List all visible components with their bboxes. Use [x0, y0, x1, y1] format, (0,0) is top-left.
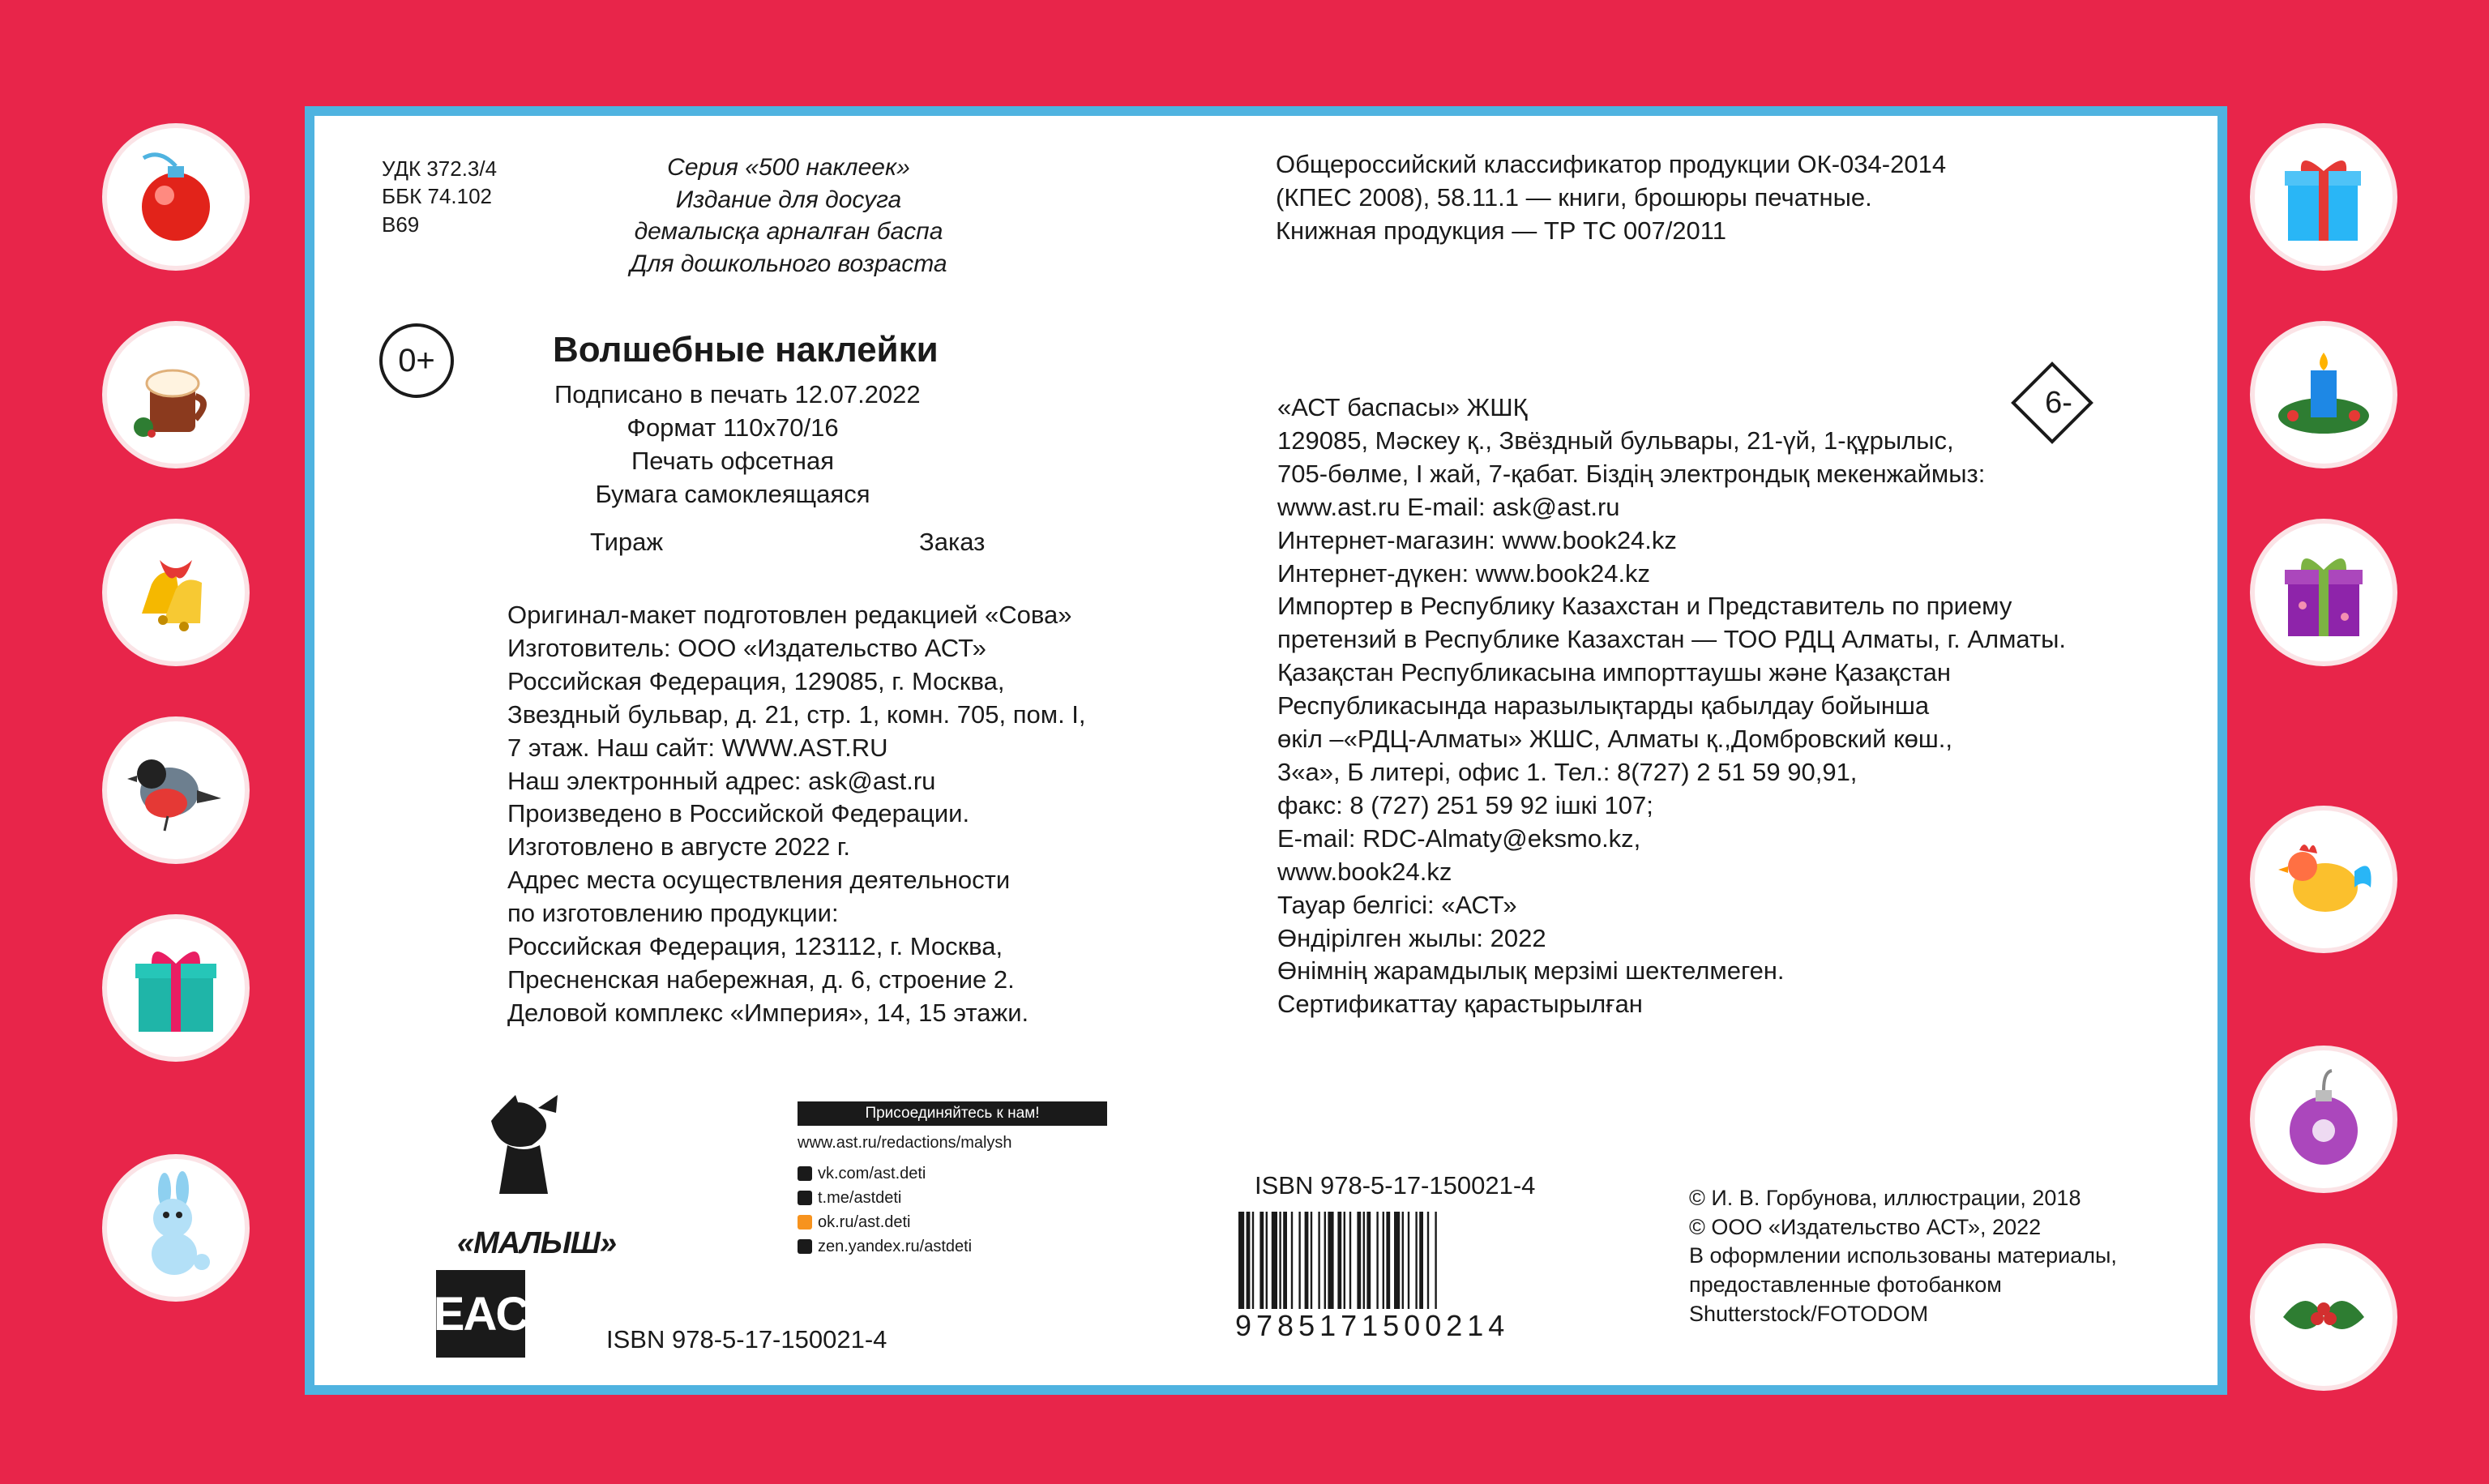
publisher-info	[507, 599, 1086, 1030]
barcode-bar	[1283, 1212, 1287, 1309]
kz-line: 705-бөлме, I жай, 7-қабат. Біздің электрондық мекенжаймыз:	[1277, 459, 1986, 488]
rooster-icon	[2267, 823, 2380, 936]
kz-line: www.ast.ru E-mail: ask@ast.ru	[1277, 492, 1620, 521]
imprint-panel	[305, 106, 2227, 1395]
kz-line: Тауар белгісі: «АСТ»	[1277, 890, 1517, 919]
classifier-line: (КПЕС 2008), 58.11.1 — книги, брошюры печатные.	[1276, 182, 1872, 212]
publisher-line: Деловой комплекс «Империя», 14, 15 этажи.	[507, 998, 1029, 1027]
copyright-line: © ООО «Издательство АСТ», 2022	[1689, 1214, 2042, 1239]
kz-line: 129085, Мәскеу қ., Звёздный бульвары, 21-үй, 1-құрылыс,	[1277, 426, 1954, 455]
barcode-bar	[1298, 1212, 1300, 1309]
isbn-text: ISBN 978-5-17-150021-4	[606, 1325, 887, 1354]
sticker-gift-purple	[2255, 524, 2393, 661]
social-links	[798, 1161, 972, 1259]
kz-line: Қазақстан Республикасына импорттаушы және Қазақстан	[1277, 658, 1952, 687]
print-info-block	[554, 378, 921, 511]
copyright-block	[1689, 1184, 2117, 1328]
sticker-holly-wreath	[2255, 1248, 2393, 1386]
bbk-code: ББК 74.102	[382, 184, 493, 209]
kz-age-rating: 6-	[2045, 386, 2072, 420]
ok-icon	[798, 1215, 812, 1230]
barcode-bar	[1238, 1212, 1244, 1309]
print-run-label: Тираж	[590, 528, 664, 556]
copyright-line: © И. В. Горбунова, иллюстрации, 2018	[1689, 1186, 2081, 1210]
sticker-rooster	[2255, 810, 2393, 948]
sticker-candle-wreath	[2255, 326, 2393, 464]
barcode-bar	[1419, 1212, 1423, 1309]
bunny-icon	[119, 1171, 233, 1285]
join-us-banner: Присоединяйтесь к нам!	[798, 1101, 1107, 1126]
barcode-bar	[1427, 1212, 1429, 1309]
publisher-line: Изготовлено в августе 2022 г.	[507, 832, 850, 862]
gift-box-purple-icon	[2267, 536, 2380, 649]
barcode-bar	[1266, 1212, 1268, 1309]
publisher-line: Российская Федерация, 123112, г. Москва,	[507, 932, 1003, 961]
barcode-bar	[1394, 1212, 1400, 1309]
kz-line: Интернет-дүкен: www.book24.kz	[1277, 558, 1651, 588]
sticker-cocoa-mug	[107, 326, 245, 464]
ornament-ball-icon	[119, 140, 233, 254]
social-link-label: t.me/astdeti	[818, 1189, 902, 1207]
barcode-bar	[1259, 1212, 1264, 1309]
social-zen[interactable]	[798, 1234, 972, 1259]
kz-line: Республикасында наразылықтарды қабылдау бойынша	[1277, 691, 1930, 721]
kz-info-block	[1277, 391, 2066, 1021]
classifier-line: Общероссийский классификатор продукции ОК-034-2014	[1276, 150, 1947, 178]
series-leisure-kz: демалысқа арналған баспа	[634, 218, 943, 246]
sticker-bells	[107, 524, 245, 661]
kz-line: E-mail: RDC-Almaty@eksmo.kz,	[1277, 823, 1641, 853]
bells-bow-icon	[119, 536, 233, 649]
author-mark: В69	[382, 212, 420, 237]
social-ok[interactable]	[798, 1210, 972, 1234]
gift-box-blue-icon	[2267, 140, 2380, 254]
gift-box-teal-icon	[119, 931, 233, 1045]
sticker-gift-teal	[107, 919, 245, 1057]
format: Формат 110x70/16	[627, 413, 839, 442]
publisher-line: Пресненская набережная, д. 6, строение 2.	[507, 964, 1015, 994]
sticker-bunny	[107, 1159, 245, 1297]
age-rating-badge: 0+	[379, 323, 454, 398]
zen-icon	[798, 1239, 812, 1254]
series-name: Серия «500 наклеек»	[667, 154, 910, 181]
social-link-label: zen.yandex.ru/astdeti	[818, 1238, 973, 1255]
book-title: Волшебные наклейки	[553, 330, 939, 370]
eac-mark: EAC	[436, 1270, 525, 1358]
candle-wreath-icon	[2267, 338, 2380, 451]
barcode-bar	[1408, 1212, 1409, 1309]
malysh-logo: «МАЛЫШ»	[457, 1226, 617, 1260]
kz-line: Интернет-магазин: www.book24.kz	[1277, 525, 1677, 554]
kz-line: Сертификаттау қарастырылған	[1277, 990, 1643, 1019]
social-link-label: ok.ru/ast.deti	[818, 1213, 911, 1231]
telegram-icon	[798, 1191, 812, 1205]
classifier-block	[1276, 148, 1946, 248]
barcode-bar	[1366, 1212, 1371, 1309]
publisher-line: 7 этаж. Наш сайт: WWW.AST.RU	[507, 733, 888, 762]
kz-line: «АСТ баспасы» ЖШҚ	[1277, 393, 1528, 421]
barcode-bar	[1349, 1212, 1351, 1309]
barcode-bar	[1272, 1212, 1277, 1309]
classifier-line: Книжная продукция — ТР ТС 007/2011	[1276, 216, 1726, 245]
barcode-bar	[1311, 1212, 1312, 1309]
social-telegram[interactable]	[798, 1186, 972, 1210]
paper-type: Бумага самоклеящаяся	[595, 479, 870, 508]
barcode-bar	[1386, 1212, 1390, 1309]
barcode-bar	[1337, 1212, 1341, 1309]
barcode-digits: 9785171500214	[1235, 1309, 1510, 1342]
barcode-bar	[1383, 1212, 1384, 1309]
ornament-purple-icon	[2267, 1063, 2380, 1176]
publisher-line: по изготовлению продукции:	[507, 899, 839, 928]
kz-line: факс: 8 (727) 251 59 92 ішкі 107;	[1277, 790, 1653, 819]
publisher-line: Произведено в Российской Федерации.	[507, 799, 970, 828]
barcode-bar	[1415, 1212, 1417, 1309]
barcode-bar	[1344, 1212, 1345, 1309]
bullfinch-bird-icon	[119, 733, 233, 847]
barcode-bar	[1357, 1212, 1361, 1309]
barcode-bar	[1318, 1212, 1319, 1309]
barcode-bar	[1363, 1212, 1365, 1309]
copyright-line: В оформлении использованы материалы,	[1689, 1243, 2117, 1268]
barcode-bar	[1279, 1212, 1281, 1309]
publisher-line: Изготовитель: ООО «Издательство АСТ»	[507, 633, 986, 662]
kz-line: Импортер в Республику Казахстан и Представитель по приему	[1277, 592, 2012, 621]
print-type: Печать офсетная	[631, 446, 834, 475]
barcode-bar	[1435, 1212, 1436, 1309]
barcode-bar	[1252, 1212, 1254, 1309]
vk-icon	[798, 1166, 812, 1181]
kz-line: Өндірілген жылы: 2022	[1277, 923, 1546, 952]
kz-line: Өнімнің жарамдылық мерзімі шектелмеген.	[1277, 956, 1785, 986]
publisher-line: Наш электронный адрес: ask@ast.ru	[507, 766, 936, 795]
barcode-bar	[1376, 1212, 1378, 1309]
kz-line: www.book24.kz	[1277, 857, 1452, 886]
series-leisure: Издание для досуга	[675, 186, 902, 213]
barcode-bar	[1324, 1212, 1326, 1309]
sticker-ornament-purple	[2255, 1050, 2393, 1188]
social-vk[interactable]	[798, 1161, 972, 1186]
publisher-line: Адрес места осуществления деятельности	[507, 866, 1011, 895]
order-label: Заказ	[919, 528, 986, 556]
udk-code: УДК 372.3/4	[382, 156, 498, 181]
publisher-line: Оригинал-макет подготовлен редакцией «Сова»	[507, 601, 1072, 629]
barcode-bar	[1328, 1212, 1333, 1309]
malysh-mascot-icon	[443, 1088, 605, 1210]
barcode-bar	[1247, 1212, 1251, 1309]
barcode-isbn: ISBN 978-5-17-150021-4	[1255, 1171, 1536, 1200]
social-link-label: vk.com/ast.deti	[818, 1165, 926, 1182]
publisher-line: Звездный бульвар, д. 21, стр. 1, комн. 705, пом. I,	[507, 699, 1086, 729]
copyright-line: Shutterstock/FOTODOM	[1689, 1301, 1929, 1326]
holly-wreath-icon	[2267, 1260, 2380, 1374]
sticker-ornament-ball	[107, 128, 245, 266]
series-age-group: Для дошкольного возраста	[630, 250, 947, 277]
kz-line: өкіл –«РДЦ-Алматы» ЖШС, Алматы қ.,Домбровский көш.,	[1277, 725, 1952, 754]
barcode-bar	[1402, 1212, 1404, 1309]
kz-line: 3«а», Б литері, офис 1. Тел.: 8(727) 2 51 59 90,91,	[1277, 757, 1858, 786]
sticker-gift-blue	[2255, 128, 2393, 266]
barcode-bar	[1305, 1212, 1309, 1309]
barcode-bar	[1291, 1212, 1293, 1309]
sticker-bullfinch	[107, 721, 245, 859]
series-block	[606, 152, 971, 280]
classification-block	[382, 155, 497, 238]
signed-date: Подписано в печать 12.07.2022	[554, 380, 921, 408]
copyright-line: предоставленные фотобанком	[1689, 1272, 2002, 1297]
publisher-line: Российская Федерация, 129085, г. Москва,	[507, 666, 1005, 695]
kz-line: претензий в Республике Казахстан — ТОО РДЦ Алматы, г. Алматы.	[1277, 625, 2067, 654]
cocoa-mug-icon	[119, 338, 233, 451]
publisher-site-link[interactable]: www.ast.ru/redactions/malysh	[798, 1134, 1012, 1152]
barcode	[1235, 1212, 1543, 1317]
